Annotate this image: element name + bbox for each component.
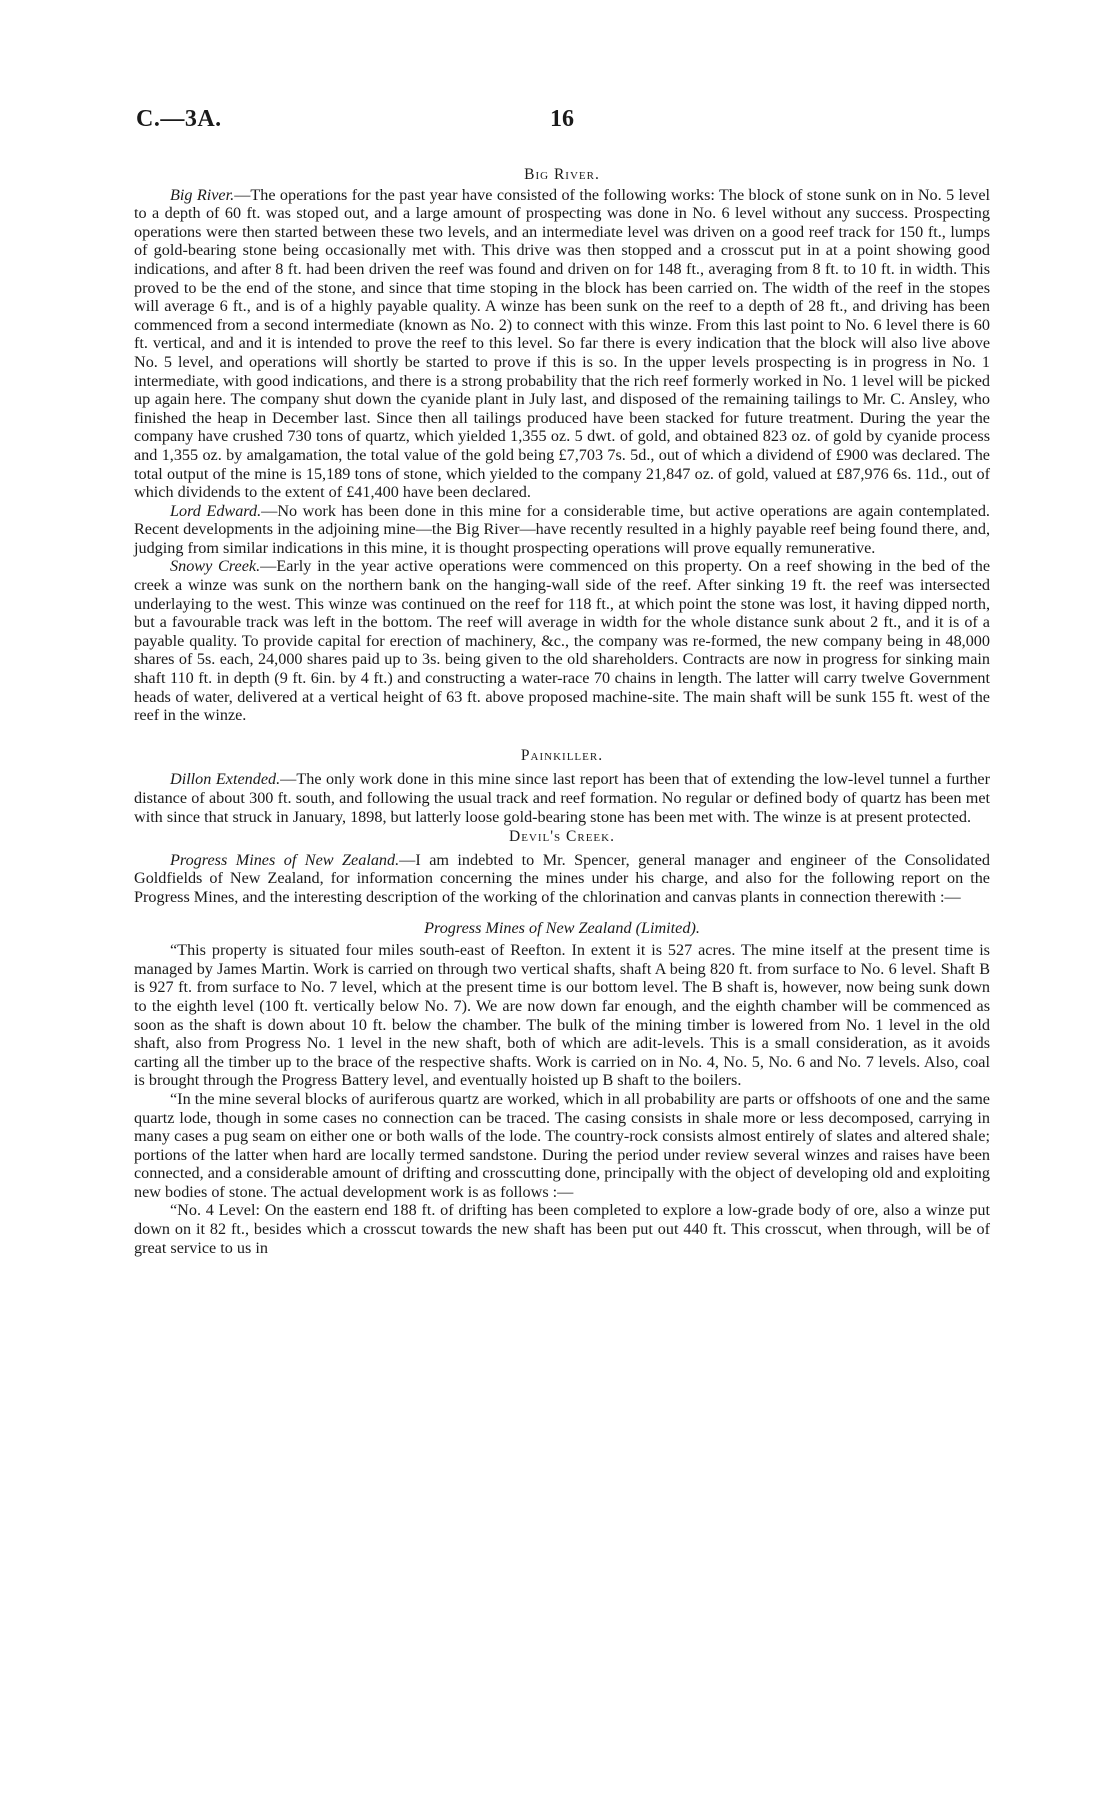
paragraph-text: —No work has been done in this mine for a considerable time, but active operations are again contemplated. Recent developments in the adjoining mine—the Big River—have recently resulted in a highly payable reef being found there, and, judging from similar indications in this mine, it is thought prospecting operations will prove equally remunerative. — [134, 501, 990, 557]
section-heading-painkiller: Painkiller. — [520, 746, 604, 764]
paragraph-lord-edward — [134, 502, 990, 558]
paragraph-text: —Early in the year active operations were commenced on this property. On a reef showing in the bed of the creek a winze was sunk on the northern bank on the hanging-wall side of the reef. After sinking 19 ft. the reef was intersected underlaying to the west. This winze was continued on the reef for 118 ft., at which point the stone was lost, it having dipped north, but a favourable track was left in the bottom. The reef will average in width for the whole distance sunk about 2 ft., and it is of a payable quality. To provide capital for erection of machinery, &c., the company was re-formed, the new company being in 48,000 shares of 5s. each, 24,000 shares paid up to 3s. being given to the old shareholders. Contracts are now in progress for sinking main shaft 110 ft. in depth (9 ft. 6in. by 4 ft.) and constructing a water-race 70 chains in length. The latter will carry twelve Government heads of water, delivered at a vertical height of 63 ft. above proposed machine-site. The main shaft will be sunk 155 ft. west of the reef in the winze. — [134, 557, 990, 725]
paragraph-lead: Snowy Creek. — [170, 557, 261, 576]
report-title: Progress Mines of New Zealand (Limited). — [424, 918, 700, 937]
paragraph-dillon-extended — [134, 770, 990, 826]
section-heading-devils-creek: Devil's Creek. — [509, 828, 615, 846]
page-number: 16 — [550, 106, 574, 132]
paragraph-lead: Progress Mines of New Zealand. — [170, 850, 400, 869]
paragraph-text: —The only work done in this mine since last report has been that of extending the low-level tunnel a further distance of about 300 ft. south, and following the usual track and reef formation. No regular or defined body of quartz has been met with since that struck in January, 1898, but latterly loose gold-bearing stone has been met with. The winze is at present protected. — [134, 770, 990, 826]
paragraph-lead: Dillon Extended. — [170, 770, 281, 789]
page-body — [134, 166, 990, 1257]
page-header — [130, 106, 1000, 146]
paragraph-lead: Lord Edward. — [170, 501, 262, 520]
paragraph-text: —The operations for the past year have consisted of the following works: The block of stone sunk on in No. 5 level to a depth of 60 ft. was stoped out, and a large amount of prospecting was done in No. 6 level without any success. Prospecting operations were then started between these two levels, and an intermediate level was driven on a good reef track for 150 ft., lumps of gold-bearing stone being occasionally met with. This drive was then stopped and a crosscut put in at a point showing good indications, and after 8 ft. had been driven the reef was found and driven on for 148 ft., averaging from 8 ft. to 10 ft. in width. This proved to be the end of the stone, and since that time stoping in the block has been carried on. The width of the reef in the stopes will average 6 ft., and is of a highly payable quality. A winze has been sunk on the reef to a depth of 28 ft., and driving has been commenced from a second intermediate (known as No. 2) to connect with this winze. From this last point to No. 6 level there is 60 ft. vertical, and and it is intended to prove the reef to this level. So far there is every indication that the block will also live above No. 5 level, and operations will shortly be started to prove if this is so. In the upper levels prospecting is in progress in No. 1 intermediate, with good indications, and there is a strong probability that the rich reef formerly worked in No. 1 level will be picked up again here. The company shut down the cyanide plant in July last, and disposed of the remaining tailings to Mr. C. Ansley, who finished the heap in December last. Since then all tailings produced have been stacked for future treatment. During the year the company have crushed 730 tons of quartz, which yielded 1,355 oz. 5 dwt. of gold, and obtained 823 oz. of gold by cyanide process and 1,355 oz. by amalgamation, the total value of the gold being £7,703 7s. 5d., out of which a dividend of £900 was declared. The total output of the mine is 15,189 tons of stone, which yielded to the company 21,847 oz. of gold, valued at £87,976 6s. 11d., out of which dividends to the extent of £41,400 have been declared. — [134, 185, 991, 502]
section-heading-big-river: Big River. — [524, 166, 600, 183]
report-paragraph: “This property is situated four miles south-east of Reefton. In extent it is 527 acres. The mine itself at the present time is managed by James Martin. Work is carried on through two vertical shafts, shaft A being 820 ft. from surface to No. 6 level. Shaft B is 927 ft. from surface to No. 7 level, which at the present time is our bottom level. The B shaft is, however, now being sunk down to the eighth level (100 ft. vertically below No. 7). We are now down far enough, and the eighth chamber will be commenced as soon as the shaft is down about 10 ft. below the chamber. The bulk of the mining timber is lowered from No. 1 level in the old shaft, also from Progress No. 1 level in the new shaft, both of which are adit-levels. This is a small consideration, as it avoids carting all the timber up to the brace of the respective shafts. Work is carried on in No. 4, No. 5, No. 6 and No. 7 levels. Also, coal is brought through the Progress Battery level, and eventually hoisted up B shaft to the boilers. — [134, 941, 990, 1090]
paragraph-snowy-creek — [134, 557, 990, 724]
report-paragraph: “In the mine several blocks of auriferous quartz are worked, which in all probability are parts or offshoots of one and the same quartz lode, though in some cases no connection can be traced. The casing consists in shale more or less decomposed, carrying in many cases a pug seam on either one or both walls of the lode. The country-rock consists almost entirely of slates and altered shale; portions of the latter when hard are locally termed sandstone. During the period under review several winzes and raises have been connected, and a considerable amount of drifting and crosscutting done, principally with the object of developing old and exploiting new bodies of stone. The actual development work is as follows :— — [134, 1089, 990, 1201]
document-reference: C.—3A. — [136, 106, 222, 132]
paragraph-text: —I am indebted to Mr. Spencer, general manager and engineer of the Consolidated Goldfields of New Zealand, for information concerning the mines under his charge, and also for the following report on the Progress Mines, and the interesting description of the working of the chlorination and canvas plants in connection therewith :— — [134, 850, 991, 906]
paragraph-progress-mines — [134, 851, 990, 907]
paragraph-big-river — [134, 186, 990, 502]
paragraph-lead: Big River. — [170, 185, 235, 204]
report-paragraph: “No. 4 Level: On the eastern end 188 ft. of drifting has been completed to explore a low-grade body of ore, also a winze put down on it 82 ft., besides which a crosscut towards the new shaft has been put out 440 ft. This crosscut, when through, will be of great service to us in — [134, 1201, 990, 1257]
